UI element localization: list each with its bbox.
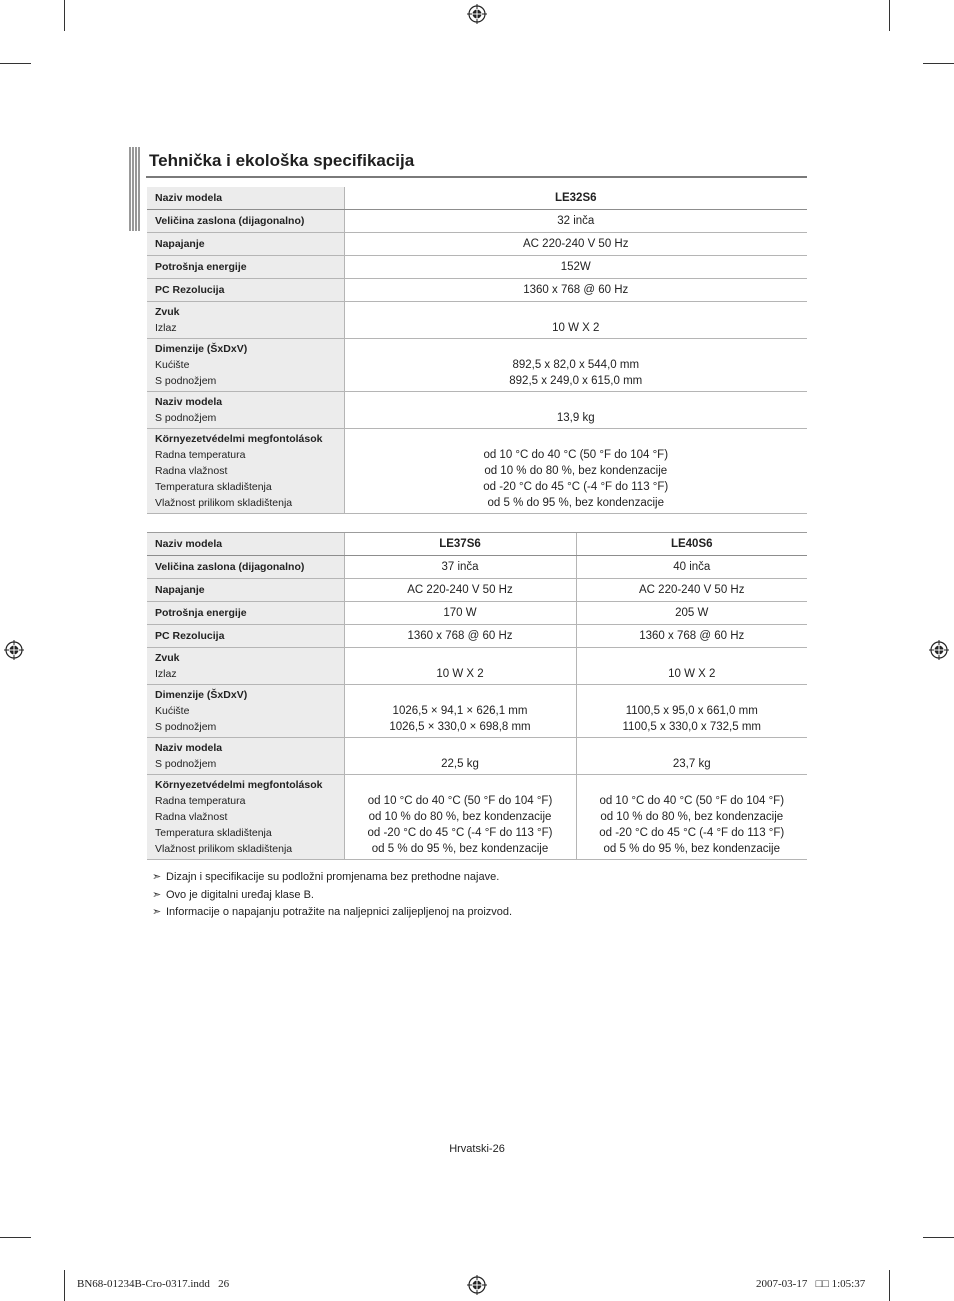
row-sublabel: Kućište [155, 359, 190, 371]
row-label: Környezetvédelmi megfontolások [155, 433, 323, 445]
row-sublabel: S podnožjem [155, 758, 217, 770]
table-row [147, 210, 807, 233]
row-value: od -20 °C do 45 °C (-4 °F do 113 °F) [367, 827, 553, 839]
arrow-icon: ➣ [152, 888, 162, 901]
row-label: Veličina zaslona (dijagonalno) [155, 215, 305, 227]
row-label: Potrošnja energije [155, 607, 247, 619]
row-value: od 5 % do 95 %, bez kondenzacije [371, 843, 549, 855]
registration-mark-icon [929, 640, 949, 660]
spec-table-le32s6 [147, 187, 807, 514]
crop-mark [0, 1237, 31, 1238]
row-sublabel: Temperatura skladištenja [155, 481, 272, 493]
table-row [147, 648, 807, 685]
row-sublabel: S podnožjem [155, 412, 217, 424]
arrow-icon: ➣ [152, 871, 162, 883]
row-label: Naziv modela [155, 538, 223, 550]
model-name: LE32S6 [344, 187, 807, 210]
row-value: 1100,5 x 95,0 x 661,0 mm [625, 705, 758, 717]
footer-file: BN68-01234B-Cro-0317.indd 26 [77, 1278, 230, 1290]
row-value: 892,5 x 249,0 x 615,0 mm [509, 375, 643, 387]
row-value: 1360 x 768 @ 60 Hz [576, 625, 807, 648]
table-row [147, 556, 807, 579]
crop-mark [923, 63, 954, 64]
row-value: od 5 % do 95 %, bez kondenzacije [487, 497, 664, 509]
row-label: Dimenzije (ŠxDxV) [155, 689, 248, 701]
row-label: Veličina zaslona (dijagonalno) [155, 561, 305, 573]
crop-mark [0, 63, 31, 64]
row-sublabel: Radna temperatura [155, 795, 246, 807]
row-value: 1026,5 × 94,1 × 626,1 mm [392, 705, 528, 717]
table-row [147, 392, 807, 429]
table-row [147, 625, 807, 648]
note-text: Ovo je digitalni uređaj klase B. [166, 888, 314, 901]
crop-mark [923, 1237, 954, 1238]
row-label: Naziv modela [155, 396, 223, 408]
row-value: AC 220-240 V 50 Hz [344, 579, 576, 602]
table-row [147, 429, 807, 514]
row-value: od 10 °C do 40 °C (50 °F do 104 °F) [483, 449, 669, 461]
row-sublabel: S podnožjem [155, 375, 217, 387]
table-row [147, 602, 807, 625]
table-row [147, 279, 807, 302]
row-value: 13,9 kg [556, 412, 595, 424]
table-row [147, 302, 807, 339]
row-sublabel: Temperatura skladištenja [155, 827, 272, 839]
note-text: Dizajn i specifikacije su podložni promjenama bez prethodne najave. [166, 871, 500, 883]
notes-list [152, 869, 512, 922]
row-value: 32 inča [344, 210, 807, 233]
row-label: Napajanje [155, 584, 205, 596]
row-value: od 10 % do 80 %, bez kondenzacije [600, 811, 784, 823]
table-row [147, 233, 807, 256]
registration-mark-icon [4, 640, 24, 660]
row-value: od 10 °C do 40 °C (50 °F do 104 °F) [367, 795, 553, 807]
row-sublabel: Radna vlažnost [155, 465, 228, 477]
table-row [147, 187, 807, 210]
row-label: Zvuk [155, 306, 180, 318]
note-item [152, 887, 512, 905]
row-value: 1360 x 768 @ 60 Hz [344, 625, 576, 648]
row-sublabel: Vlažnost prilikom skladištenja [155, 497, 293, 509]
table-row [147, 738, 807, 775]
page-number: Hrvatski-26 [449, 1143, 505, 1155]
row-value: 10 W X 2 [668, 668, 716, 680]
row-label: PC Rezolucija [155, 284, 225, 296]
row-sublabel: Radna temperatura [155, 449, 246, 461]
model-name: LE40S6 [576, 533, 807, 556]
row-sublabel: Izlaz [155, 668, 177, 680]
row-value: od 10 °C do 40 °C (50 °F do 104 °F) [599, 795, 785, 807]
table-row [147, 579, 807, 602]
row-value: od 10 % do 80 %, bez kondenzacije [368, 811, 552, 823]
crop-mark [64, 0, 65, 31]
row-label: Környezetvédelmi megfontolások [155, 779, 323, 791]
row-label: Zvuk [155, 652, 180, 664]
registration-mark-icon [467, 4, 487, 24]
row-value: AC 220-240 V 50 Hz [576, 579, 807, 602]
table-row [147, 256, 807, 279]
note-item [152, 869, 512, 887]
row-value: 892,5 x 82,0 x 544,0 mm [512, 359, 640, 371]
table-row [147, 533, 807, 556]
row-value: AC 220-240 V 50 Hz [344, 233, 807, 256]
row-sublabel: Kućište [155, 705, 190, 717]
crop-mark [64, 1270, 65, 1301]
model-name: LE37S6 [344, 533, 576, 556]
row-value: 10 W X 2 [552, 322, 600, 334]
footer-date: 2007-03-17 □□ 1:05:37 [756, 1278, 866, 1290]
row-value: 152W [344, 256, 807, 279]
row-value: 205 W [576, 602, 807, 625]
row-value: 1100,5 x 330,0 x 732,5 mm [622, 721, 761, 733]
row-value: od -20 °C do 45 °C (-4 °F do 113 °F) [483, 481, 669, 493]
row-label: Naziv modela [155, 742, 223, 754]
title-rule [146, 176, 807, 178]
page-title: Tehnička i ekološka specifikacija [149, 151, 415, 170]
row-sublabel: Radna vlažnost [155, 811, 228, 823]
row-value: od 5 % do 95 %, bez kondenzacije [603, 843, 780, 855]
crop-mark [889, 1270, 890, 1301]
row-sublabel: Izlaz [155, 322, 177, 334]
row-value: 170 W [344, 602, 576, 625]
row-label: Potrošnja energije [155, 261, 247, 273]
row-value: od 10 % do 80 %, bez kondenzacije [484, 465, 668, 477]
crop-mark [889, 0, 890, 31]
note-text: Informacije o napajanju potražite na naljepnici zalijepljenoj na proizvod. [166, 906, 513, 918]
note-item [152, 904, 512, 922]
table-row [147, 339, 807, 392]
row-sublabel: Vlažnost prilikom skladištenja [155, 843, 293, 855]
row-value: od -20 °C do 45 °C (-4 °F do 113 °F) [599, 827, 785, 839]
row-value: 22,5 kg [441, 758, 479, 770]
row-label: Dimenzije (ŠxDxV) [155, 343, 248, 355]
row-value: 40 inča [576, 556, 807, 579]
title-decor-bars [129, 147, 141, 231]
row-value: 1026,5 × 330,0 × 698,8 mm [389, 721, 531, 733]
row-sublabel: S podnožjem [155, 721, 217, 733]
row-value: 1360 x 768 @ 60 Hz [344, 279, 807, 302]
arrow-icon: ➣ [152, 906, 162, 918]
row-value: 37 inča [344, 556, 576, 579]
row-label: PC Rezolucija [155, 630, 225, 642]
row-label: Naziv modela [155, 192, 223, 204]
row-value: 23,7 kg [672, 758, 711, 770]
table-row [147, 775, 807, 860]
row-value: 10 W X 2 [436, 668, 484, 680]
spec-table-le37s6-le40s6 [147, 533, 807, 860]
registration-mark-icon [467, 1275, 487, 1295]
table-row [147, 685, 807, 738]
row-label: Napajanje [155, 238, 205, 250]
